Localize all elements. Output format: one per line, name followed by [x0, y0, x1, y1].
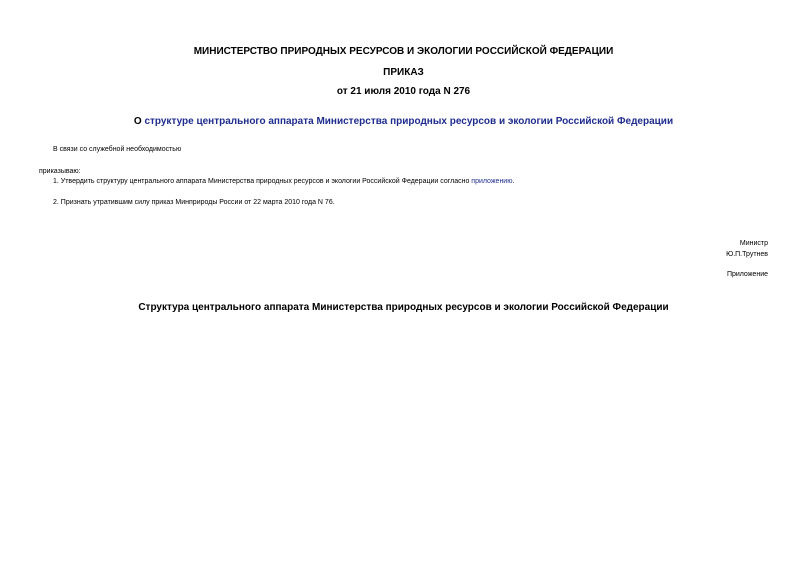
intro-text: В связи со служебной необходимостью: [53, 146, 182, 153]
appendix-link[interactable]: приложению: [471, 178, 513, 185]
order-item-1-text: 1. Утвердить структуру центрального аппарата Министерства природных ресурсов и экологии Российской Федерации согласно: [53, 178, 472, 185]
order-word: приказываю:: [39, 168, 81, 175]
subject-link[interactable]: структуре центрального аппарата Министерства природных ресурсов и экологии Российской Федерации: [144, 116, 674, 127]
document-subject: [0, 116, 807, 127]
appendix-label: Приложение: [726, 271, 768, 278]
signature-position: Министр: [739, 240, 768, 247]
subject-prefix: О: [133, 116, 145, 127]
appendix-title: Структура центрального аппарата Министерства природных ресурсов и экологии Российской Федерации: [138, 302, 669, 313]
order-item-1: [53, 178, 514, 185]
order-item-2: 2. Признать утратившим силу приказ Минприроды России от 22 марта 2010 года N 76.: [53, 199, 335, 206]
signature-name: Ю.П.Трутнев: [726, 251, 768, 258]
order-item-1-end: .: [512, 178, 515, 185]
document-type: ПРИКАЗ: [383, 67, 424, 78]
document-date-number: от 21 июля 2010 года N 276: [336, 86, 471, 97]
ministry-title: МИНИСТЕРСТВО ПРИРОДНЫХ РЕСУРСОВ И ЭКОЛОГИИ РОССИЙСКОЙ ФЕДЕРАЦИИ: [193, 46, 614, 57]
